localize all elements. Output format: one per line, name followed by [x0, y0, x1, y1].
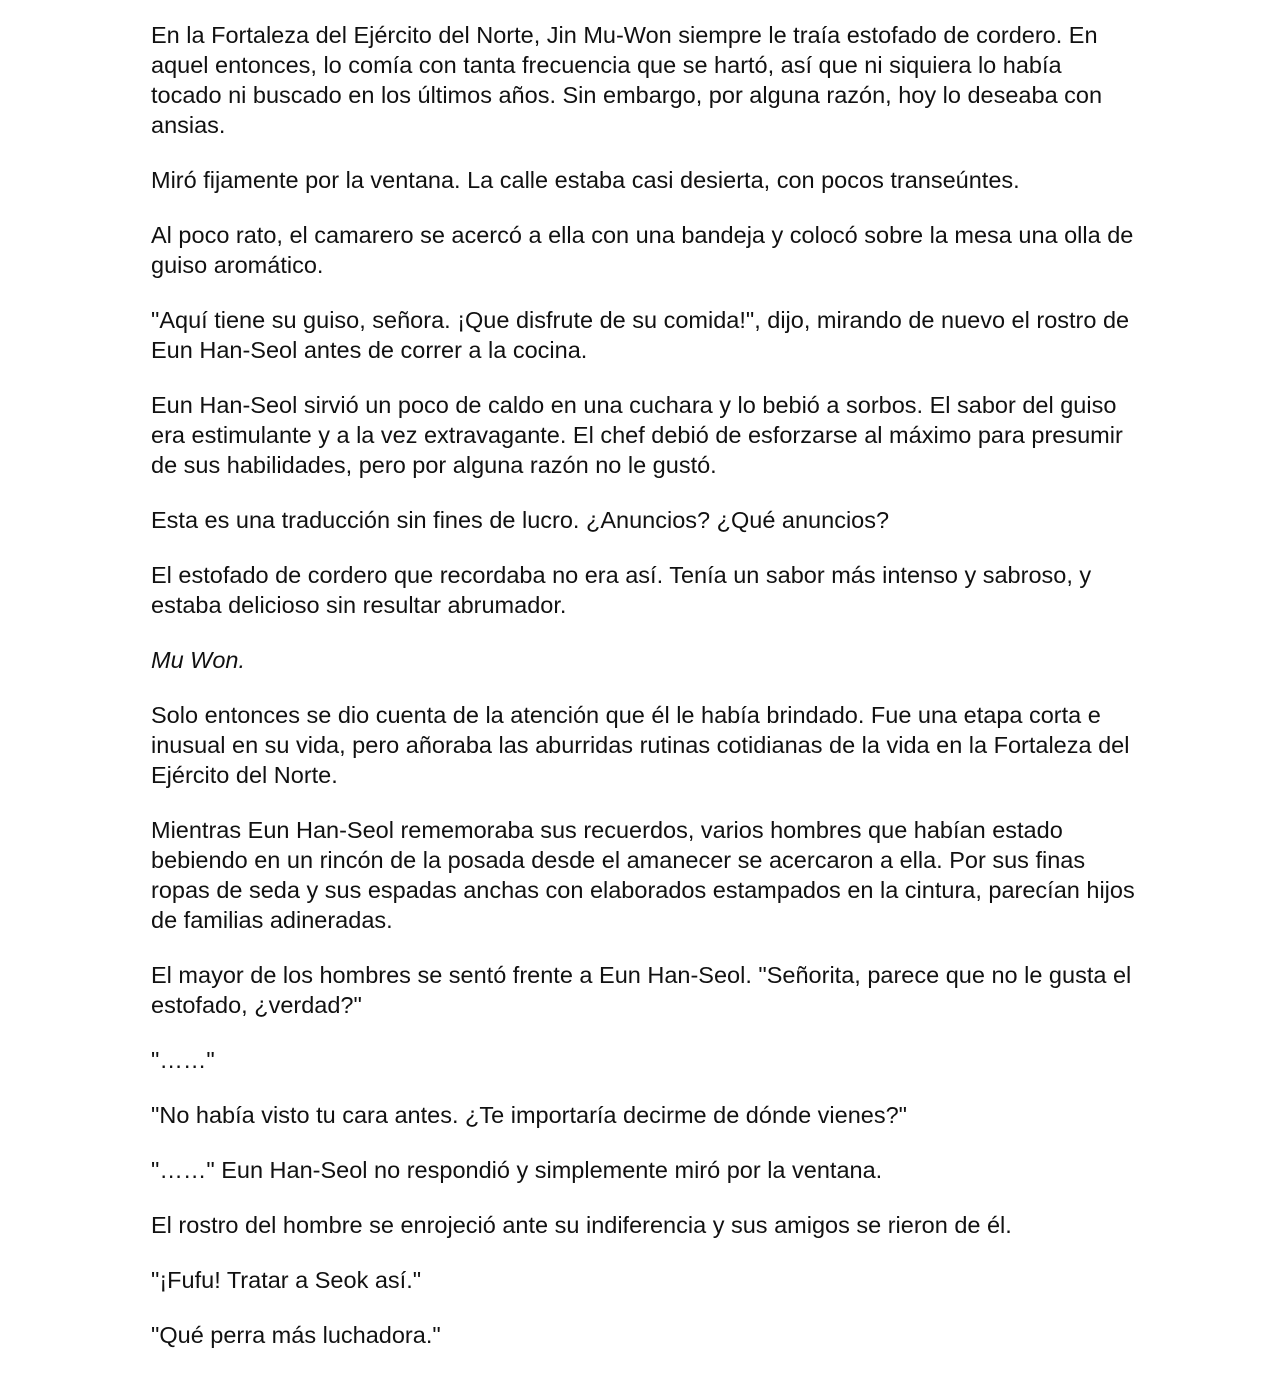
paragraph: "¡Fufu! Tratar a Seok así."	[151, 1267, 422, 1293]
paragraph: "……" Eun Han-Seol no respondió y simplemente miró por la ventana.	[151, 1157, 883, 1183]
paragraph: El estofado de cordero que recordaba no era así. Tenía un sabor más intenso y sabroso, y estaba delicioso sin resultar abrumador.	[151, 562, 1092, 618]
paragraph: Esta es una traducción sin fines de lucro. ¿Anuncios? ¿Qué anuncios?	[151, 507, 890, 533]
paragraph: Mientras Eun Han-Seol rememoraba sus recuerdos, varios hombres que habían estado bebiendo en un rincón de la posada desde el amanecer se acercaron a ella. Por sus finas ropas de seda y sus espadas anchas con elaborados estampados en la cintura, parecían hijos de familias adineradas.	[151, 817, 1135, 933]
paragraph: "Aquí tiene su guiso, señora. ¡Que disfrute de su comida!", dijo, mirando de nuevo el rostro de Eun Han-Seol antes de correr a la cocina.	[151, 307, 1130, 363]
paragraph: Eun Han-Seol sirvió un poco de caldo en una cuchara y lo bebió a sorbos. El sabor del guiso era estimulante y a la vez extravagante. El chef debió de esforzarse al máximo para presumir de sus habilidades, pero por alguna razón no le gustó.	[151, 392, 1123, 478]
italic-paragraph: Mu Won.	[151, 647, 246, 673]
paragraph: "No había visto tu cara antes. ¿Te importaría decirme de dónde vienes?"	[151, 1102, 908, 1128]
paragraph: Solo entonces se dio cuenta de la atención que él le había brindado. Fue una etapa corta e inusual en su vida, pero añoraba las aburridas rutinas cotidianas de la vida en la Fortaleza del Ejército del Norte.	[151, 702, 1130, 788]
paragraph: En la Fortaleza del Ejército del Norte, Jin Mu-Won siempre le traía estofado de cordero. En aquel entonces, lo comía con tanta frecuencia que se hartó, así que ni siquiera lo había tocado ni buscado en los últimos años. Sin embargo, por alguna razón, hoy lo deseaba con ansias.	[151, 22, 1103, 138]
paragraph: "Qué perra más luchadora."	[151, 1322, 441, 1348]
paragraph: El rostro del hombre se enrojeció ante su indiferencia y sus amigos se rieron de él.	[151, 1212, 1012, 1238]
paragraph: Miró fijamente por la ventana. La calle estaba casi desierta, con pocos transeúntes.	[151, 167, 1020, 193]
paragraph: El mayor de los hombres se sentó frente a Eun Han-Seol. "Señorita, parece que no le gusta el estofado, ¿verdad?"	[151, 962, 1132, 1018]
document-page	[151, 20, 1136, 1375]
paragraph: "……"	[151, 1047, 215, 1073]
paragraph: Al poco rato, el camarero se acercó a ella con una bandeja y colocó sobre la mesa una olla de guiso aromático.	[151, 222, 1134, 278]
